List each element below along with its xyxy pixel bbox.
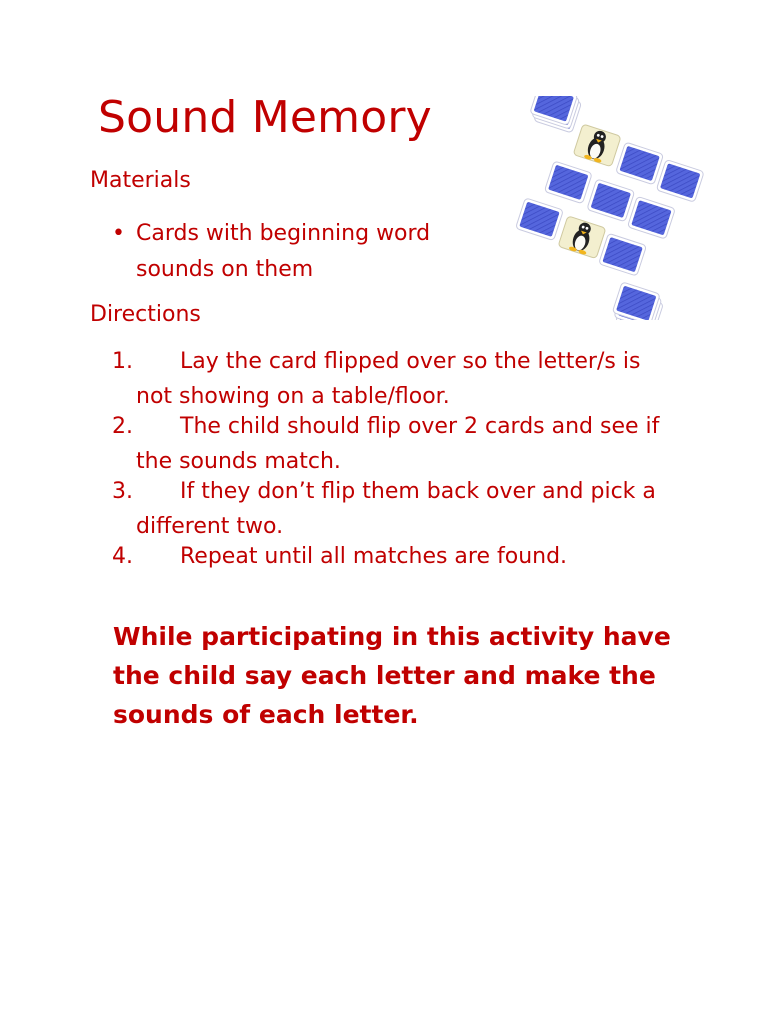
card-back-icon [612, 282, 660, 320]
bullet-icon: • [112, 221, 125, 246]
card-back-icon [516, 198, 564, 241]
step-number: 2. [112, 414, 133, 439]
step-number: 3. [112, 479, 133, 504]
directions-list [112, 344, 672, 574]
card-back-icon [627, 196, 675, 239]
step-1 [112, 344, 672, 414]
memory-cards-illustration [492, 96, 712, 320]
step-4 [112, 539, 672, 574]
card-back-icon [544, 161, 592, 204]
activity-note: While participating in this activity have the child say each letter and make the sounds of each letter. [113, 622, 671, 729]
card-back-icon [587, 179, 635, 222]
directions-heading: Directions [90, 302, 201, 327]
penguin-icon [558, 216, 606, 259]
step-text: The child should flip over 2 cards and see if the sounds match. [136, 414, 660, 474]
step-number: 1. [112, 349, 133, 374]
step-text: Lay the card flipped over so the letter/s is not showing on a table/floor. [136, 349, 641, 409]
card-back-icon [656, 159, 704, 202]
card-stack-bottom-right [610, 282, 666, 320]
materials-list [112, 216, 442, 288]
card-stack-top-left [528, 96, 583, 133]
step-3 [112, 474, 672, 544]
page-title: Sound Memory [98, 92, 432, 143]
card-back-icon [616, 142, 664, 185]
materials-item-text: Cards with beginning word sounds on them [136, 221, 431, 282]
step-2 [112, 409, 672, 479]
step-number: 4. [112, 544, 133, 569]
step-text: If they don’t flip them back over and pick a different two. [136, 479, 656, 539]
step-text: Repeat until all matches are found. [180, 544, 568, 569]
card-back-icon [599, 233, 647, 276]
list-item [112, 216, 442, 288]
materials-heading: Materials [90, 168, 191, 193]
penguin-icon [573, 124, 621, 167]
